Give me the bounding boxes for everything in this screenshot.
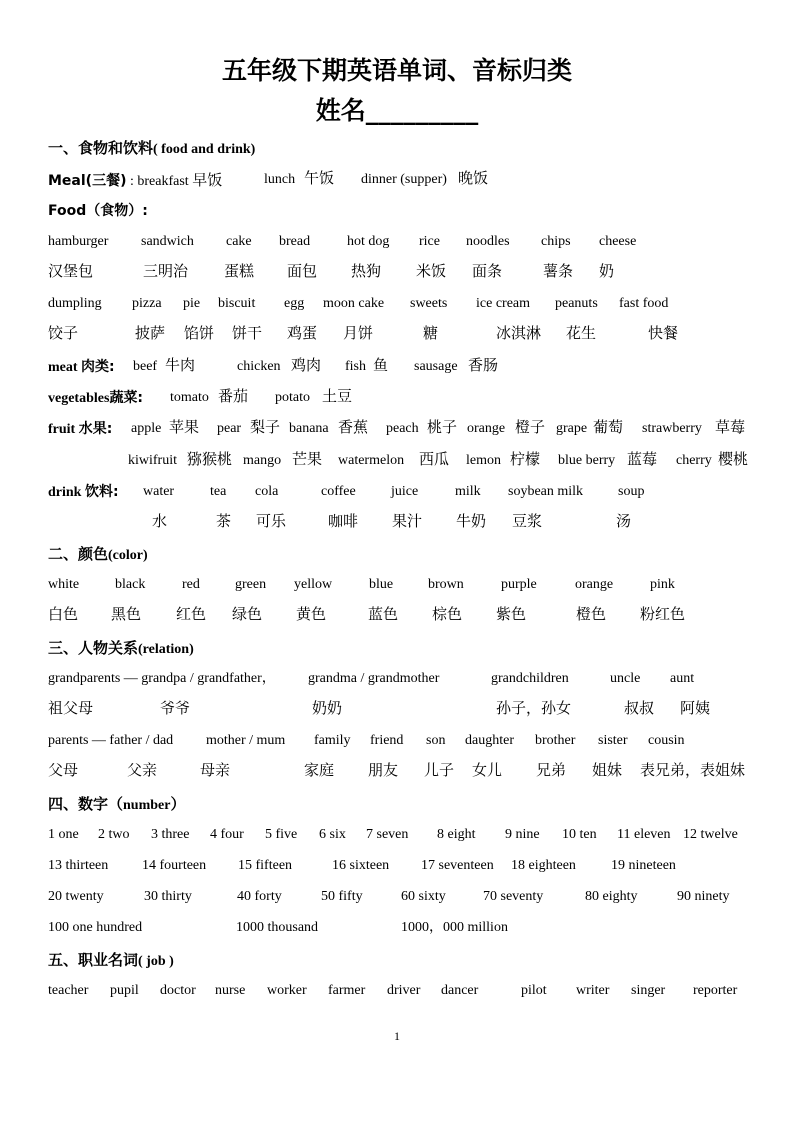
vocab-en: juice xyxy=(391,484,419,499)
vocab-en: son xyxy=(426,733,446,748)
vocab-cn: 可乐 xyxy=(256,512,287,530)
vocab-cn: 花生 xyxy=(566,324,597,342)
vocab-cn: 黄色 xyxy=(296,605,327,623)
vocab-cn: 牛肉 xyxy=(165,356,196,374)
vocab-cn: 薯条 xyxy=(543,262,574,280)
vocab-cn: 黑色 xyxy=(111,605,142,623)
vocab-cn: 梨子 xyxy=(250,418,281,436)
vocab-cn: 豆浆 xyxy=(512,512,543,530)
section-heading-en: number xyxy=(123,798,171,813)
vocab-en: aunt xyxy=(670,671,695,686)
vocab-en: fish xyxy=(345,359,366,374)
vocab-cn: 祖父母 xyxy=(48,699,94,717)
vocab-cn: 紫色 xyxy=(496,605,527,623)
vocab-en: tea xyxy=(210,484,227,499)
vocab-en: chips xyxy=(541,234,571,249)
vocab-cn: 糖 xyxy=(423,324,439,342)
vocab-en: peanuts xyxy=(555,296,598,311)
vocab-cn: 柠檬 xyxy=(510,450,541,468)
meal-line xyxy=(48,170,222,192)
number-item: 80 eighty xyxy=(585,889,638,904)
vocab-en: parents — father / dad xyxy=(48,733,174,748)
vocab-cn: 披萨 xyxy=(135,324,166,342)
vocab-cn: 西瓜 xyxy=(419,450,450,468)
section-heading-en: (relation) xyxy=(138,642,194,657)
vocab-en: red xyxy=(182,577,200,592)
vocab-en: grape xyxy=(556,421,588,436)
number-item: 8 eight xyxy=(437,827,476,842)
section-heading-en: ( job ) xyxy=(138,954,174,969)
meat-label-cn: 肉类: xyxy=(81,359,115,375)
vocab-cn: 快餐 xyxy=(648,324,679,342)
section-heading-number xyxy=(48,794,185,816)
vocab-cn: 朋友 xyxy=(368,761,399,779)
vocab-cn: 饺子 xyxy=(48,324,79,342)
vocab-cn: 鸡肉 xyxy=(291,356,322,374)
vocab-en: beef xyxy=(133,359,158,374)
vocab-en: brother xyxy=(535,733,576,748)
meat-label: meat xyxy=(48,360,78,375)
vocab-en: teacher xyxy=(48,983,89,998)
vocab-cn: 饼干 xyxy=(232,324,263,342)
number-item: 1000，000 million xyxy=(401,920,508,935)
vocab-cn: 米饭 xyxy=(416,262,447,280)
section-heading-cn: 五、职业名词 xyxy=(48,951,139,969)
vocab-cn: 番茄 xyxy=(218,387,249,405)
vocab-cn: 儿子 xyxy=(424,761,455,779)
vocab-cn: 姐妹 xyxy=(592,761,623,779)
section-heading-food xyxy=(48,138,255,160)
vocab-en: coffee xyxy=(321,484,356,499)
veg-line xyxy=(48,388,143,409)
vocab-en: hamburger xyxy=(48,234,109,249)
vocab-en: watermelon xyxy=(338,453,405,468)
number-item: 16 sixteen xyxy=(332,858,390,873)
number-item: 15 fifteen xyxy=(238,858,293,873)
vocab-en: dancer xyxy=(441,983,479,998)
meal-lunch: lunch xyxy=(264,172,296,187)
vocab-en: grandma / grandmother xyxy=(308,671,440,686)
vocab-cn: 蛋糕 xyxy=(224,262,255,280)
vocab-cn: 家庭 xyxy=(304,761,335,779)
vocab-en: uncle xyxy=(610,671,641,686)
vocab-en: chicken xyxy=(237,359,281,374)
vocab-en: pie xyxy=(183,296,201,311)
vocab-cn: 爷爷 xyxy=(160,699,191,717)
section-heading-en: ( food and drink) xyxy=(153,142,256,157)
vocab-en: cake xyxy=(226,234,252,249)
vocab-cn: 猕猴桃 xyxy=(187,450,233,468)
vocab-cn: 孙子，孙女 xyxy=(496,699,572,717)
vocab-cn: 奶奶 xyxy=(312,699,343,717)
section-heading-job xyxy=(48,950,174,972)
meal-breakfast-cn: 早饭 xyxy=(192,171,223,189)
vocab-en: farmer xyxy=(328,983,366,998)
vocab-en: moon cake xyxy=(323,296,385,311)
vocab-cn: 蓝色 xyxy=(368,605,399,623)
vocab-en: sandwich xyxy=(141,234,194,249)
meal-dinner: dinner (supper) xyxy=(361,172,447,187)
vocab-cn: 父亲 xyxy=(127,761,158,779)
section-heading-close: ） xyxy=(170,795,186,813)
vocab-cn: 牛奶 xyxy=(456,512,487,530)
vocab-en: reporter xyxy=(693,983,738,998)
vocab-en: cheese xyxy=(599,234,637,249)
number-item: 100 one hundred xyxy=(48,920,143,935)
vocab-cn: 冰淇淋 xyxy=(496,324,542,342)
section-heading-cn: 四、数字（ xyxy=(48,795,124,813)
vocab-cn: 女儿 xyxy=(472,761,503,779)
vocab-cn: 桃子 xyxy=(427,418,458,436)
section-heading-relation xyxy=(48,638,194,660)
vocab-en: driver xyxy=(387,983,421,998)
vocab-en: yellow xyxy=(294,577,333,592)
vocab-cn: 三明治 xyxy=(143,262,189,280)
vocab-en: family xyxy=(314,733,351,748)
vocab-en: potato xyxy=(275,390,310,405)
vocab-en: banana xyxy=(289,421,329,436)
vocab-en: bread xyxy=(279,234,311,249)
vocab-en: worker xyxy=(267,983,307,998)
number-item: 11 eleven xyxy=(617,827,671,842)
fruit-label-cn: 水果: xyxy=(78,421,113,437)
vocab-en: grandparents — grandpa / grandfather， xyxy=(48,671,276,686)
vocab-cn: 父母 xyxy=(48,761,79,779)
number-item: 50 fifty xyxy=(321,889,363,904)
vocab-en: pear xyxy=(217,421,242,436)
vocab-cn: 汤 xyxy=(616,512,632,530)
page-title: 五年级下期英语单词、音标归类 xyxy=(221,56,572,85)
vocab-cn: 叔叔 xyxy=(624,699,655,717)
vocab-en: purple xyxy=(501,577,537,592)
vocab-cn: 阿姨 xyxy=(680,699,711,717)
vocab-en: green xyxy=(235,577,267,592)
vocab-cn: 奶 xyxy=(599,262,615,280)
vocab-en: soup xyxy=(618,484,645,499)
vocab-cn: 白色 xyxy=(48,605,79,623)
vocab-cn: 葡萄 xyxy=(593,418,624,436)
vocab-en: milk xyxy=(455,484,481,499)
vocab-cn: 苹果 xyxy=(169,418,200,436)
vocab-en: pizza xyxy=(132,296,162,311)
drink-line xyxy=(48,482,119,503)
vocab-en: mother / mum xyxy=(206,733,286,748)
vocab-en: biscuit xyxy=(218,296,256,311)
vocab-en: sister xyxy=(598,733,628,748)
number-item: 7 seven xyxy=(366,827,409,842)
vocab-en: orange xyxy=(467,421,506,436)
vocab-en: hot dog xyxy=(347,234,390,249)
number-item: 17 seventeen xyxy=(421,858,494,873)
vocab-en: grandchildren xyxy=(491,671,569,686)
number-item: 70 seventy xyxy=(483,889,544,904)
vocab-cn: 咖啡 xyxy=(328,512,359,530)
vocab-en: daughter xyxy=(465,733,514,748)
vocab-cn: 粉红色 xyxy=(640,605,686,623)
vocab-en: peach xyxy=(386,421,419,436)
name-line: 姓名_________ xyxy=(315,96,479,125)
vocab-en: pupil xyxy=(110,983,139,998)
vocab-cn: 馅饼 xyxy=(184,324,215,342)
section-heading-en: (color) xyxy=(108,548,148,563)
vocab-en: mango xyxy=(243,453,282,468)
vocab-en: rice xyxy=(419,234,440,249)
vocab-en: water xyxy=(143,484,175,499)
vocab-en: ice cream xyxy=(476,296,531,311)
meal-breakfast: : breakfast xyxy=(129,174,189,189)
vocab-cn: 水 xyxy=(152,512,168,530)
vocab-en: soybean milk xyxy=(508,484,584,499)
vocab-cn: 果汁 xyxy=(392,512,423,530)
vocab-cn: 红色 xyxy=(176,605,207,623)
vocab-en: egg xyxy=(284,296,305,311)
vocab-en: singer xyxy=(631,983,666,998)
vocab-cn: 香肠 xyxy=(468,356,499,374)
vocab-en: writer xyxy=(576,983,610,998)
number-item: 19 nineteen xyxy=(611,858,676,873)
section-heading-color xyxy=(48,544,148,566)
vocab-cn: 月饼 xyxy=(343,324,374,342)
vocab-cn: 面包 xyxy=(287,262,318,280)
drink-label-cn: 饮料: xyxy=(84,484,119,500)
number-item: 30 thirty xyxy=(144,889,192,904)
fruit-line xyxy=(48,419,112,440)
veg-label: vegetables xyxy=(48,391,110,406)
vocab-en: fast food xyxy=(619,296,669,311)
number-item: 13 thirteen xyxy=(48,858,109,873)
meal-lunch-cn: 午饭 xyxy=(304,169,335,187)
vocab-en: orange xyxy=(575,577,614,592)
vocab-en: cousin xyxy=(648,733,685,748)
veg-label-cn: 蔬菜: xyxy=(109,390,144,406)
vocab-cn: 芒果 xyxy=(292,450,323,468)
vocab-cn: 面条 xyxy=(472,262,503,280)
food-label: Food（食物）: xyxy=(48,203,148,219)
number-item: 14 fourteen xyxy=(142,858,207,873)
vocab-cn: 汉堡包 xyxy=(48,262,94,280)
vocab-cn: 蓝莓 xyxy=(627,450,658,468)
vocab-cn: 橙子 xyxy=(515,418,546,436)
number-item: 5 five xyxy=(265,827,298,842)
vocab-cn: 土豆 xyxy=(322,387,353,405)
vocab-cn: 橙色 xyxy=(576,605,607,623)
vocab-en: pilot xyxy=(521,983,547,998)
vocab-en: tomato xyxy=(170,390,209,405)
meal-dinner-cn: 晚饭 xyxy=(458,169,489,187)
vocab-cn: 绿色 xyxy=(232,605,263,623)
vocab-en: blue xyxy=(369,577,394,592)
vocab-cn: 茶 xyxy=(216,512,232,530)
vocab-en: pink xyxy=(650,577,675,592)
vocab-cn: 樱桃 xyxy=(718,450,749,468)
section-heading-cn: 二、颜色 xyxy=(48,545,109,563)
page-number: 1 xyxy=(394,1029,400,1043)
vocab-en: dumpling xyxy=(48,296,102,311)
vocab-cn: 鱼 xyxy=(373,356,389,374)
vocab-cn: 草莓 xyxy=(715,418,746,436)
number-item: 3 three xyxy=(151,827,190,842)
vocab-en: brown xyxy=(428,577,464,592)
vocab-en: cola xyxy=(255,484,279,499)
vocab-cn: 香蕉 xyxy=(338,418,369,436)
number-item: 18 eighteen xyxy=(511,858,576,873)
vocab-en: doctor xyxy=(160,983,196,998)
vocab-cn: 母亲 xyxy=(200,761,231,779)
number-item: 12 twelve xyxy=(683,827,738,842)
number-item: 60 sixty xyxy=(401,889,446,904)
number-item: 2 two xyxy=(98,827,130,842)
vocab-en: noodles xyxy=(466,234,510,249)
vocab-en: apple xyxy=(131,421,162,436)
number-item: 40 forty xyxy=(237,889,282,904)
vocab-en: nurse xyxy=(215,983,246,998)
vocab-cn: 热狗 xyxy=(351,262,382,280)
number-item: 9 nine xyxy=(505,827,540,842)
number-item: 20 twenty xyxy=(48,889,104,904)
vocab-en: blue berry xyxy=(558,453,616,468)
vocab-en: strawberry xyxy=(642,421,702,436)
section-heading-cn: 一、食物和饮料 xyxy=(48,139,154,157)
vocab-en: sweets xyxy=(410,296,448,311)
number-item: 10 ten xyxy=(562,827,597,842)
vocab-cn: 棕色 xyxy=(432,605,463,623)
vocab-en: cherry xyxy=(676,453,712,468)
vocab-en: black xyxy=(115,577,146,592)
vocab-cn: 鸡蛋 xyxy=(287,324,318,342)
vocab-en: lemon xyxy=(466,453,501,468)
meat-line xyxy=(48,357,115,378)
vocab-en: friend xyxy=(370,733,404,748)
vocab-en: white xyxy=(48,577,80,592)
vocab-en: sausage xyxy=(414,359,458,374)
number-item: 1000 thousand xyxy=(236,920,319,935)
number-item: 90 ninety xyxy=(677,889,730,904)
meal-label: Meal(三餐) xyxy=(48,173,127,189)
number-item: 4 four xyxy=(210,827,244,842)
fruit-label: fruit xyxy=(48,422,76,437)
section-heading-cn: 三、人物关系 xyxy=(48,639,139,657)
vocab-en: kiwifruit xyxy=(128,453,177,468)
number-item: 6 six xyxy=(319,827,346,842)
drink-label: drink xyxy=(48,485,82,500)
number-item: 1 one xyxy=(48,827,79,842)
vocab-cn: 兄弟 xyxy=(536,761,567,779)
vocab-cn: 表兄弟，表姐妹 xyxy=(640,761,746,779)
